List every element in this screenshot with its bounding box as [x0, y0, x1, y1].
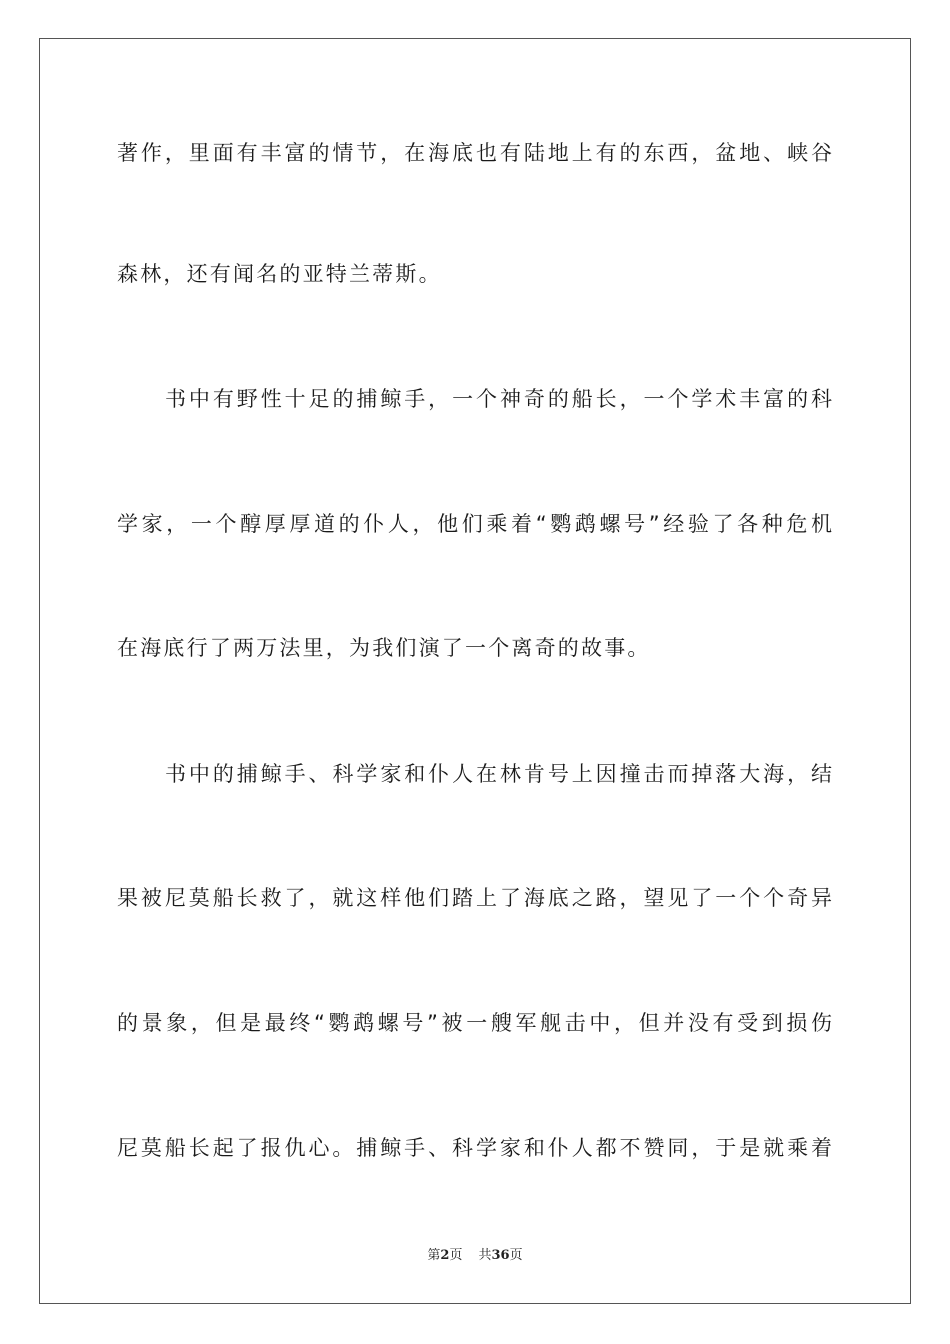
text-line-4: 学家，一个醇厚厚道的仆人，他们乘着“鹦鹉螺号”经验了各种危机 — [117, 512, 832, 536]
footer-total-unit: 页 — [509, 1248, 523, 1263]
footer-prefix: 第 — [427, 1248, 441, 1263]
text-line-8: 的景象，但是最终“鹦鹉螺号”被一艘军舰击中，但并没有受到损伤 — [117, 1011, 832, 1035]
text-line-7: 果被尼莫船长救了，就这样他们踏上了海底之路，望见了一个个奇异 — [117, 886, 832, 910]
page-border — [39, 38, 911, 1304]
total-page-number: 36 — [491, 1248, 510, 1263]
text-line-5: 在海底行了两万法里，为我们演了一个离奇的故事。 — [117, 636, 651, 660]
text-line-1: 著作，里面有丰富的情节，在海底也有陆地上有的东西，盆地、峡谷 — [117, 141, 832, 165]
text-line-2: 森林，还有闻名的亚特兰蒂斯。 — [117, 262, 442, 286]
footer-page-unit: 页 — [449, 1248, 463, 1263]
page-footer — [0, 1247, 950, 1265]
text-line-3: 书中有野性十足的捕鲸手，一个神奇的船长，一个学术丰富的科 — [165, 387, 832, 411]
text-line-6: 书中的捕鲸手、科学家和仆人在林肯号上因撞击而掉落大海，结 — [165, 762, 832, 786]
footer-total-prefix: 共 — [478, 1248, 492, 1263]
current-page-number: 2 — [440, 1248, 450, 1263]
text-line-9: 尼莫船长起了报仇心。捕鲸手、科学家和仆人都不赞同，于是就乘着 — [117, 1136, 832, 1160]
